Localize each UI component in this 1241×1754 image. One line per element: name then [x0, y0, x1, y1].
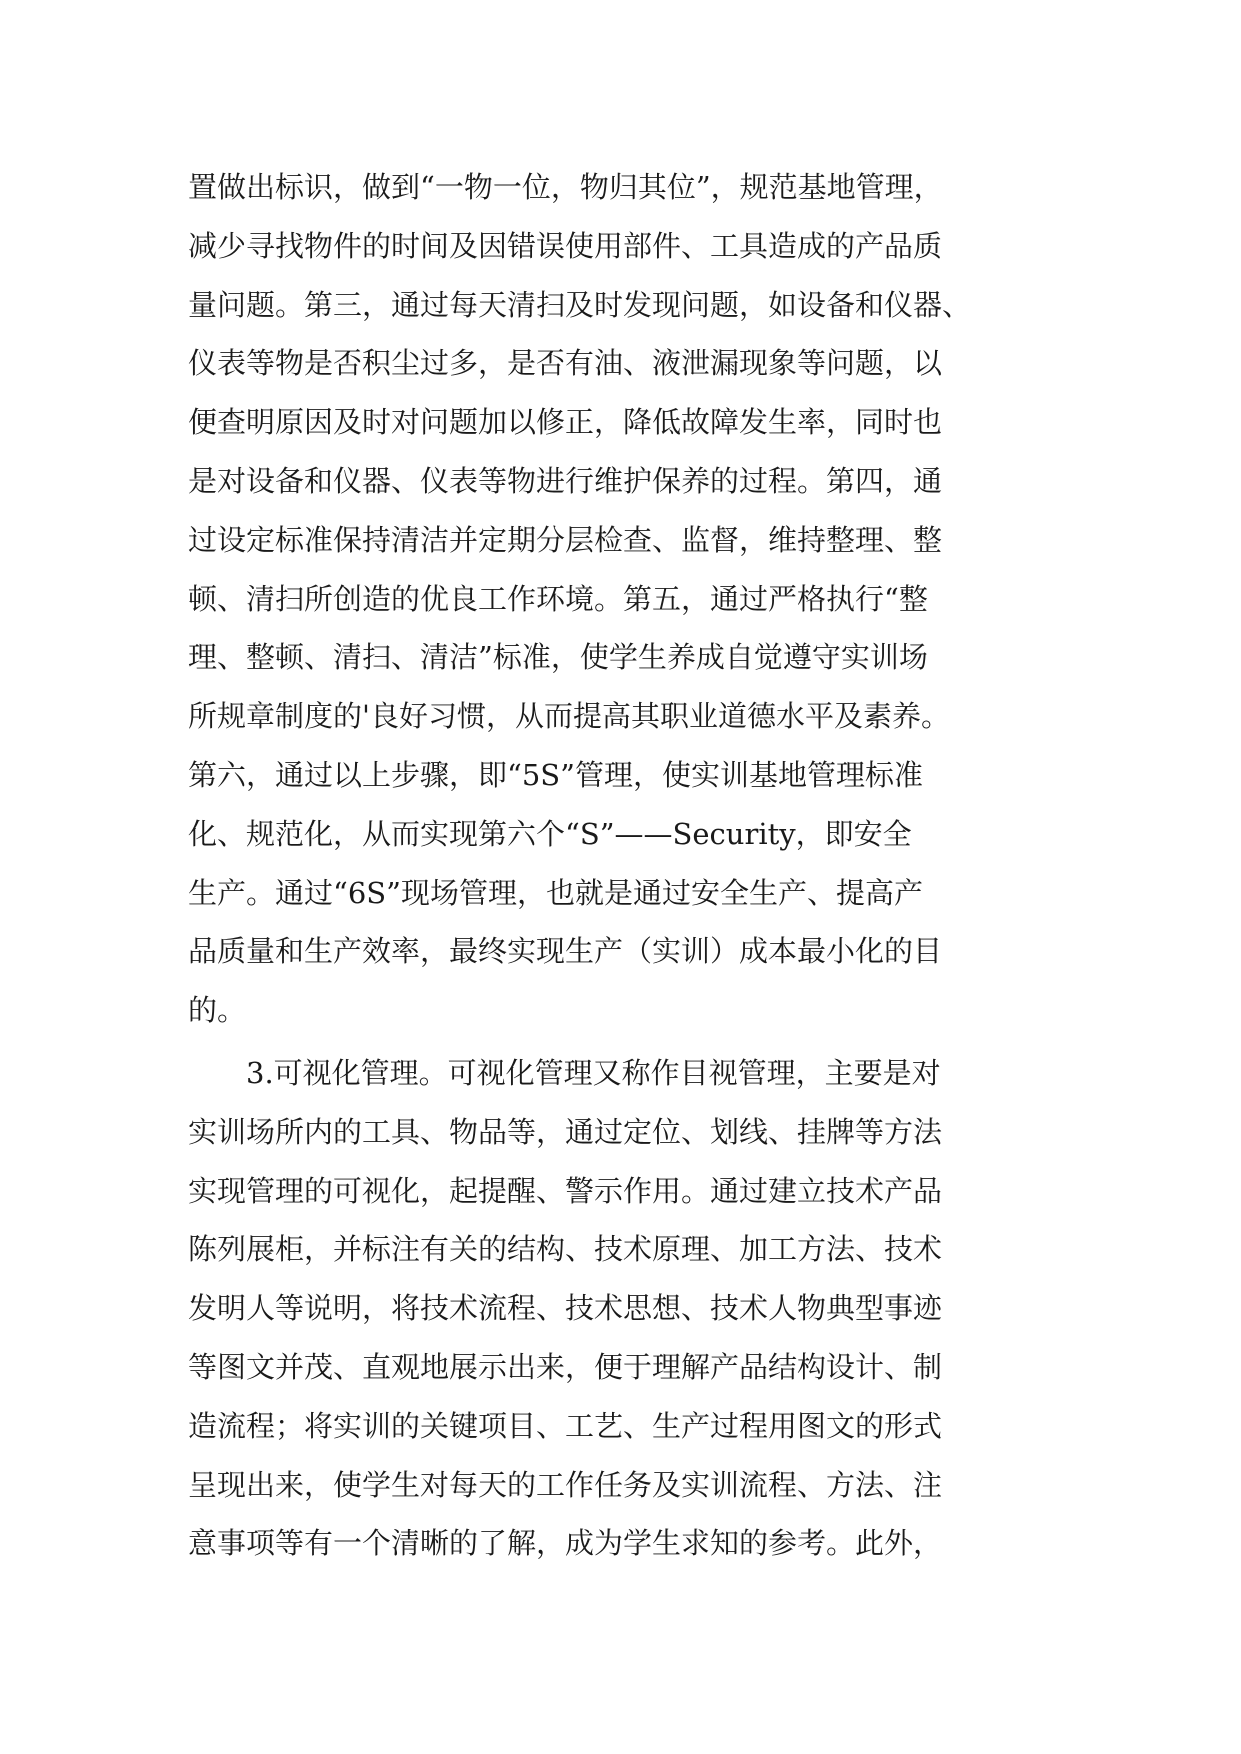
- text-line: 所规章制度的'良好习惯，从而提高其职业道德水平及素养。: [188, 699, 950, 734]
- text-line: 仪表等物是否积尘过多，是否有油、液泄漏现象等问题，以: [188, 346, 943, 381]
- text-line: 置做出标识，做到“一物一位，物归其位”，规范基地管理，: [188, 170, 943, 204]
- text-line: 实训场所内的工具、物品等，通过定位、划线、挂牌等方法: [188, 1114, 943, 1149]
- text-line: 减少寻找物件的时间及因错误使用部件、工具造成的产品质: [188, 228, 943, 263]
- text-line: 等图文并茂、直观地展示出来，便于理解产品结构设计、制: [188, 1349, 943, 1384]
- text-line: 量问题。第三，通过每天清扫及时发现问题，如设备和仪器、: [188, 287, 972, 322]
- text-line: 造流程；将实训的关键项目、工艺、生产过程用图文的形式: [188, 1408, 943, 1443]
- text-line: 的。: [188, 993, 247, 1028]
- text-line: 意事项等有一个清晰的了解，成为学生求知的参考。此外，: [188, 1526, 943, 1561]
- text-line: 理、整顿、清扫、清洁”标准，使学生养成自觉遵守实训场: [188, 640, 928, 675]
- paragraph-6s-management: [188, 158, 1068, 1040]
- text-line-first-indented: 3.可视化管理。可视化管理又称作目视管理，主要是对: [246, 1055, 941, 1090]
- text-line: 第六，通过以上步骤，即“5S”管理，使实训基地管理标准: [188, 757, 923, 792]
- text-line: 顿、清扫所创造的优良工作环境。第五，通过严格执行“整: [188, 581, 928, 616]
- text-line: 便查明原因及时对问题加以修正，降低故障发生率，同时也: [188, 405, 943, 440]
- text-line: 呈现出来，使学生对每天的工作任务及实训流程、方法、注: [188, 1467, 943, 1502]
- text-line: 发明人等说明，将技术流程、技术思想、技术人物典型事迹: [188, 1291, 943, 1326]
- text-line: 品质量和生产效率，最终实现生产（实训）成本最小化的目: [188, 934, 943, 969]
- paragraph-visual-management: [188, 1044, 1068, 1573]
- text-line: 过设定标准保持清洁并定期分层检查、监督，维持整理、整: [188, 522, 943, 557]
- body-text: [188, 158, 1068, 1573]
- text-line: 化、规范化，从而实现第六个“S”——Security，即安全: [188, 816, 912, 851]
- text-line: 实现管理的可视化，起提醒、警示作用。通过建立技术产品: [188, 1173, 943, 1208]
- text-line: 陈列展柜，并标注有关的结构、技术原理、加工方法、技术: [188, 1232, 943, 1267]
- text-line: 生产。通过“6S”现场管理，也就是通过安全生产、提高产: [188, 875, 923, 910]
- text-line: 是对设备和仪器、仪表等物进行维护保养的过程。第四，通: [188, 463, 943, 498]
